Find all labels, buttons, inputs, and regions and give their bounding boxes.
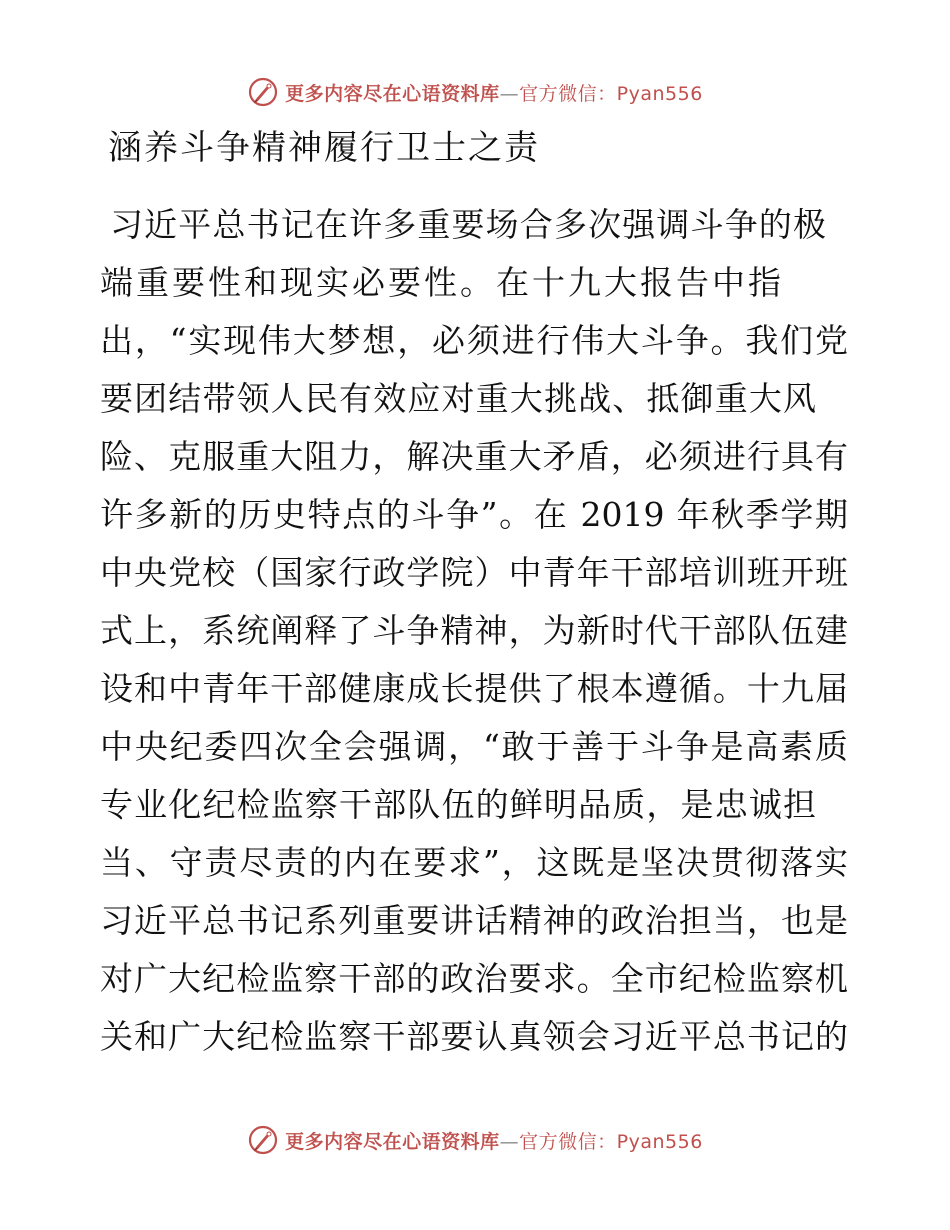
body-line: 习近平总书记系列重要讲话精神的政治担当，也是 (100, 901, 848, 940)
header-watermark-main: 更多内容尽在心语资料库 (285, 82, 500, 105)
body-line: 中央纪委四次全会强调，“敢于善于斗争是高素质 (100, 727, 848, 766)
body-line: 险、克服重大阻力，解决重大矛盾，必须进行具有 (100, 437, 848, 476)
body-line: 当、守责尽责的内在要求”，这既是坚决贯彻落实 (100, 843, 848, 882)
header-watermark-text (285, 79, 703, 106)
footer-watermark-banner (0, 1120, 950, 1160)
body-line: 许多新的历史特点的斗争”。在 2019 年秋季学期 (100, 495, 848, 534)
footer-watermark-suffix: 官方微信：Pyan556 (519, 1130, 703, 1153)
body-line: 关和广大纪检监察干部要认真领会习近平总书记的 (100, 1017, 848, 1056)
quill-pen-logo-icon (247, 1124, 279, 1156)
header-watermark-banner (0, 72, 950, 112)
footer-watermark-text (285, 1127, 703, 1154)
footer-watermark-main: 更多内容尽在心语资料库 (285, 1130, 500, 1153)
body-line: 设和中青年干部健康成长提供了根本遵循。十九届 (100, 669, 848, 708)
body-line: 出，“实现伟大梦想，必须进行伟大斗争。我们党 (100, 321, 848, 360)
header-watermark-suffix: 官方微信：Pyan556 (519, 82, 703, 105)
document-title: 涵养斗争精神履行卫士之责 (108, 128, 540, 168)
quill-pen-logo-icon (247, 76, 279, 108)
body-line: 端重要性和现实必要性。在十九大报告中指 (100, 263, 784, 302)
body-line: 专业化纪检监察干部队伍的鲜明品质，是忠诚担 (100, 785, 816, 824)
body-line: 习近平总书记在许多重要场合多次强调斗争的极 (110, 205, 826, 244)
body-line: 对广大纪检监察干部的政治要求。全市纪检监察机 (100, 959, 848, 998)
body-line: 式上，系统阐释了斗争精神，为新时代干部队伍建 (100, 611, 848, 650)
body-line: 要团结带领人民有效应对重大挑战、抵御重大风 (100, 379, 816, 418)
header-watermark-dash: — (499, 82, 520, 105)
body-line: 中央党校（国家行政学院）中青年干部培训班开班 (100, 553, 848, 592)
footer-watermark-dash: — (499, 1130, 520, 1153)
